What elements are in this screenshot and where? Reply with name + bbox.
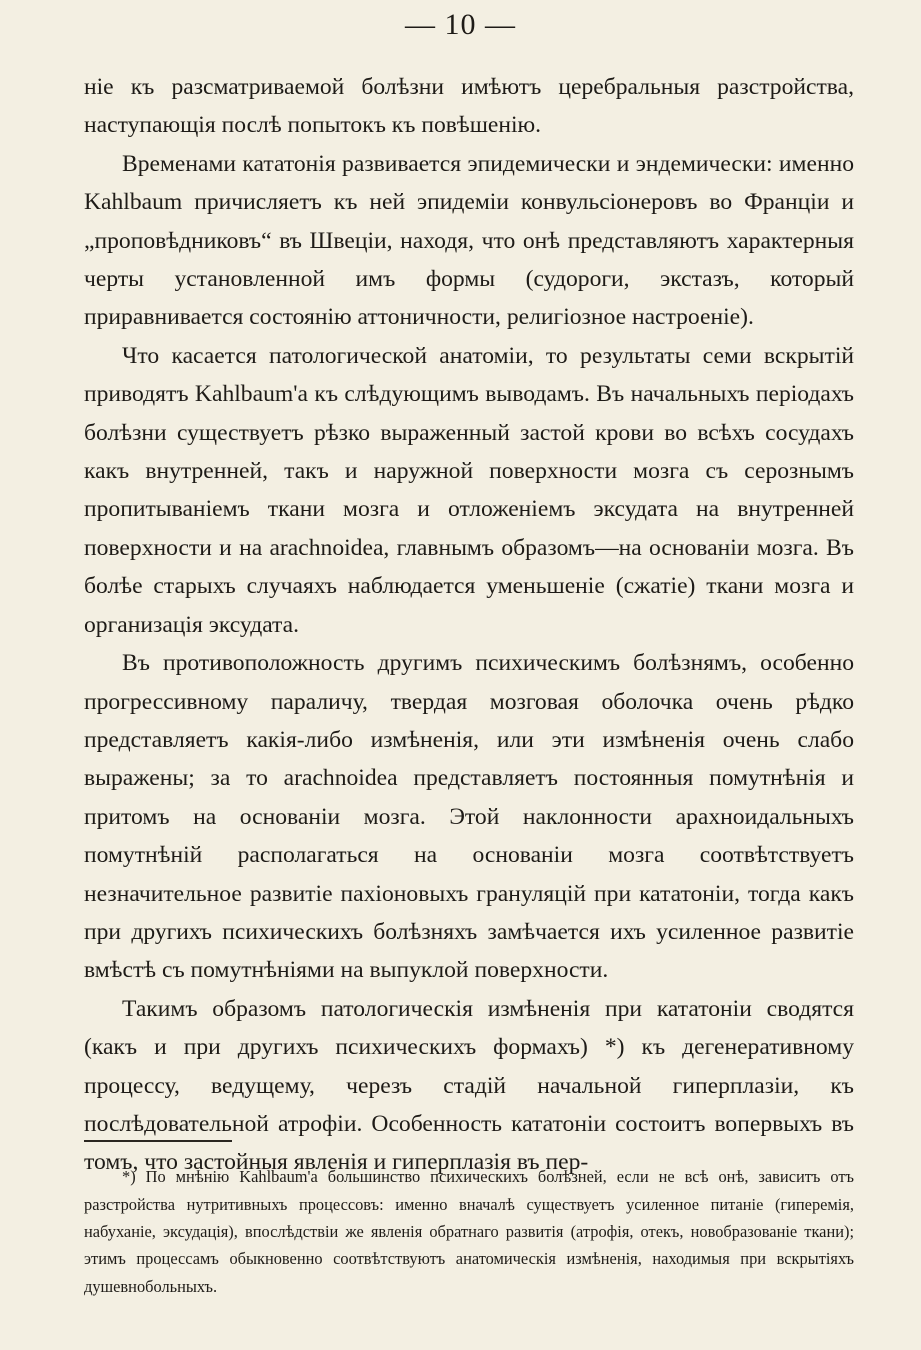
paragraph-pathological-anatomy: Что касается патологической анатоміи, то результаты семи вскрытій приводятъ Kahlbaum'а къ слѣдующимъ выводамъ. Въ начальныхъ періодахъ болѣзни существуетъ рѣзко выраженный застой крови во всѣхъ сосудахъ какъ внутренней, такъ и наружной поверхности мозга съ серознымъ пропитываніемъ ткани мозга и отложеніемъ эксудата на внутренней поверхности и на arachnoidea, главнымъ образомъ—на основаніи мозга. Въ болѣе старыхъ случаяхъ наблюдается уменьшеніе (сжатіе) ткани мозга и организація эксудата. [84,342,854,638]
footnote-divider [84,1140,232,1142]
footnote: *) По мнѣнію Kahlbaum'а большинство психическихъ болѣзней, если не всѣ онѣ, зависитъ отъ разстройства нутритивныхъ процессовъ: именно вначалѣ существуетъ усиленное питаніе (гиперемія, набуханіе, эксудація), впослѣдствіи же явленія обратнаго развитія (атрофія, отекъ, новобразованіе ткани); этимъ процессамъ обыкновенно соотвѣтствуютъ анатомическія измѣненія, находимыя при вскрытіяхъ душевнобольныхъ. [84,1167,854,1296]
paragraph-epidemics: Временами кататонія развивается эпидемически и эндемически: именно Kahlbaum причисляетъ къ ней эпидеміи конвульсіонеровъ во Франціи и „проповѣдниковъ“ въ Швеціи, находя, что онѣ представляютъ характерныя черты установленной имъ формы (судороги, экстазъ, который приравнивается состоянію аттоничности, религіозное настроеніе). [84,150,854,331]
body-text [84,68,854,1182]
paragraph-degenerative-process: Такимъ образомъ патологическія измѣненія при кататоніи сводятся (какъ и при другихъ психическихъ формахъ) *) къ дегенеративному процессу, ведущему, черезъ стадій начальной гиперплазіи, къ послѣдовательной атрофіи. Особенность кататоніи состоитъ вопервыхъ въ томъ, что застойныя явленія и гиперплазія въ пер- [84,995,854,1176]
paragraph-meninges: Въ противоположность другимъ психическимъ болѣзнямъ, особенно прогрессивному параличу, твердая мозговая оболочка очень рѣдко представляетъ какія-либо измѣненія, или эти измѣненія очень слабо выражены; за то arachnoidea представляетъ постоянныя помутнѣнія и притомъ на основаніи мозга. Этой наклонности арахноидальныхъ помутнѣній располагаться на основаніи мозга соотвѣтствуетъ незначительное развитіе пахіоновыхъ грануляцій при кататоніи, тогда какъ при другихъ психическихъ болѣзняхъ замѣчается ихъ усиленное развитіе вмѣстѣ съ помутнѣніями на выпуклой поверхности. [84,650,854,984]
page-number: — 10 — [405,8,516,41]
paragraph-continuation: ніе къ разсматриваемой болѣзни имѣютъ церебральныя разстройства, наступающія послѣ попытокъ къ повѣшенію. [84,74,854,139]
